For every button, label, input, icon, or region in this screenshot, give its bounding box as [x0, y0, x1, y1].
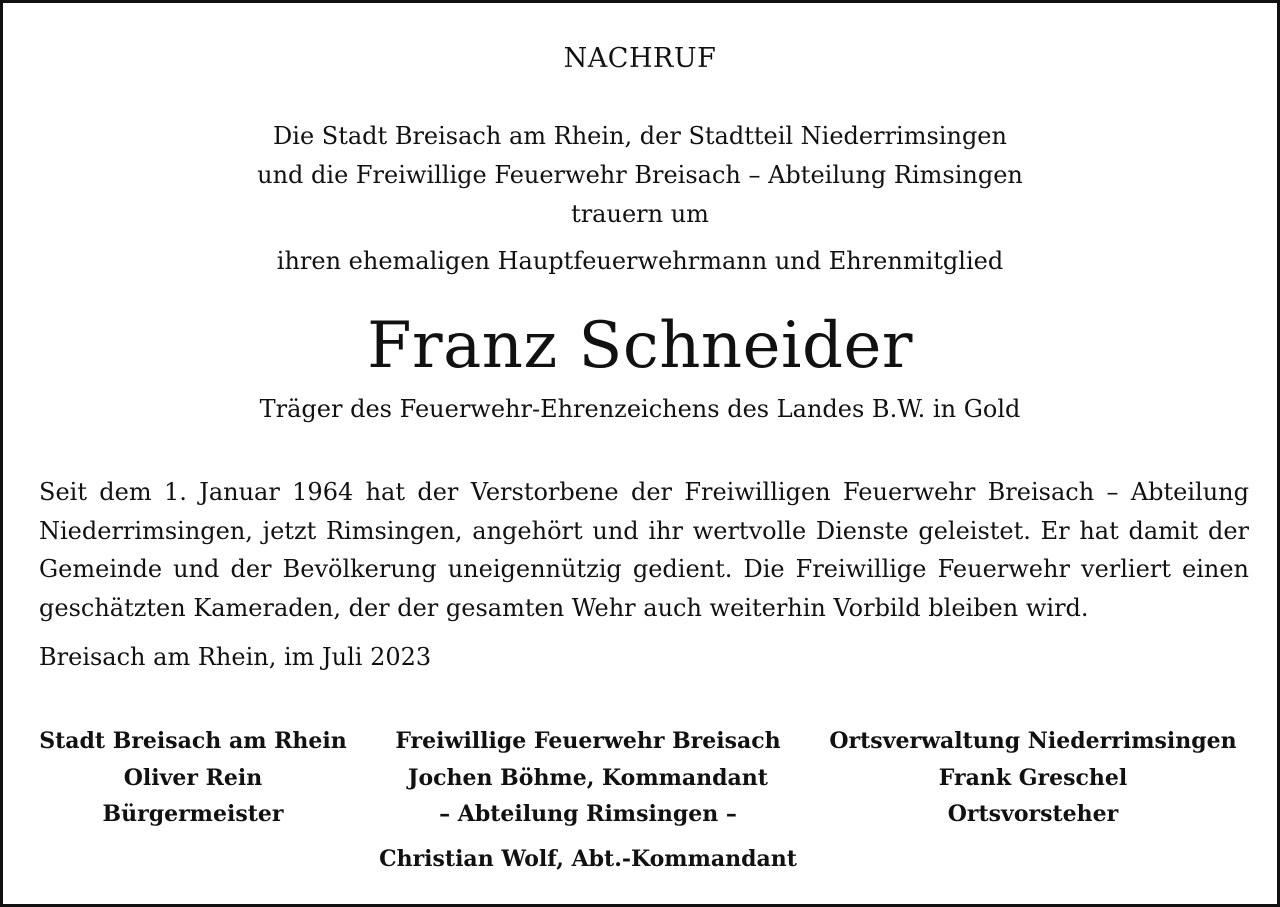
signer-line: – Abteilung Rimsingen – [439, 801, 737, 827]
intro-block [3, 117, 1277, 234]
notice-heading: NACHRUF [563, 43, 717, 74]
signer-city [33, 723, 353, 833]
signer-line: Ortsverwaltung Niederrimsingen [829, 728, 1237, 754]
signer-line: Frank Greschel [938, 764, 1128, 791]
body-line: Niederrimsingen, jetzt Rimsingen, angehört und ihr wertvolle Dienste geleistet. Er hat damit der [39, 516, 1249, 545]
deceased-award: Träger des Feuerwehr-Ehrenzeichens des Landes B.W. in Gold [259, 395, 1021, 423]
signer-district-office [813, 723, 1253, 833]
signer-line: Jochen Böhme, Kommandant [408, 764, 768, 791]
body-paragraph [39, 473, 1249, 627]
intro-line: trauern um [571, 200, 709, 228]
signer-line: Bürgermeister [102, 801, 284, 827]
intro-line: Die Stadt Breisach am Rhein, der Stadtteil Niederrimsingen [273, 122, 1007, 150]
signer-line: Oliver Rein [123, 764, 263, 791]
signer-line: Ortsvorsteher [947, 801, 1119, 827]
intro-line: und die Freiwillige Feuerwehr Breisach – Abteilung Rimsingen [257, 161, 1023, 189]
place-date: Breisach am Rhein, im Juli 2023 [39, 643, 432, 671]
signer-line: Christian Wolf, Abt.-Kommandant [379, 845, 797, 872]
signer-line: Stadt Breisach am Rhein [39, 728, 347, 754]
signer-fire-brigade [363, 723, 813, 877]
body-line: Gemeinde und der Bevölkerung uneigennützig gedient. Die Freiwillige Feuerwehr verliert einen [39, 555, 1249, 583]
body-line: Seit dem 1. Januar 1964 hat der Verstorbene der Freiwilligen Feuerwehr Breisach – Abteilung [39, 478, 1249, 506]
deceased-name: Franz Schneider [367, 309, 913, 383]
signer-line: Freiwillige Feuerwehr Breisach [395, 728, 781, 754]
deceased-role: ihren ehemaligen Hauptfeuerwehrmann und Ehrenmitglied [276, 247, 1004, 275]
body-line: geschätzten Kameraden, der der gesamten Wehr auch weiterhin Vorbild bleiben wird. [39, 593, 1089, 622]
